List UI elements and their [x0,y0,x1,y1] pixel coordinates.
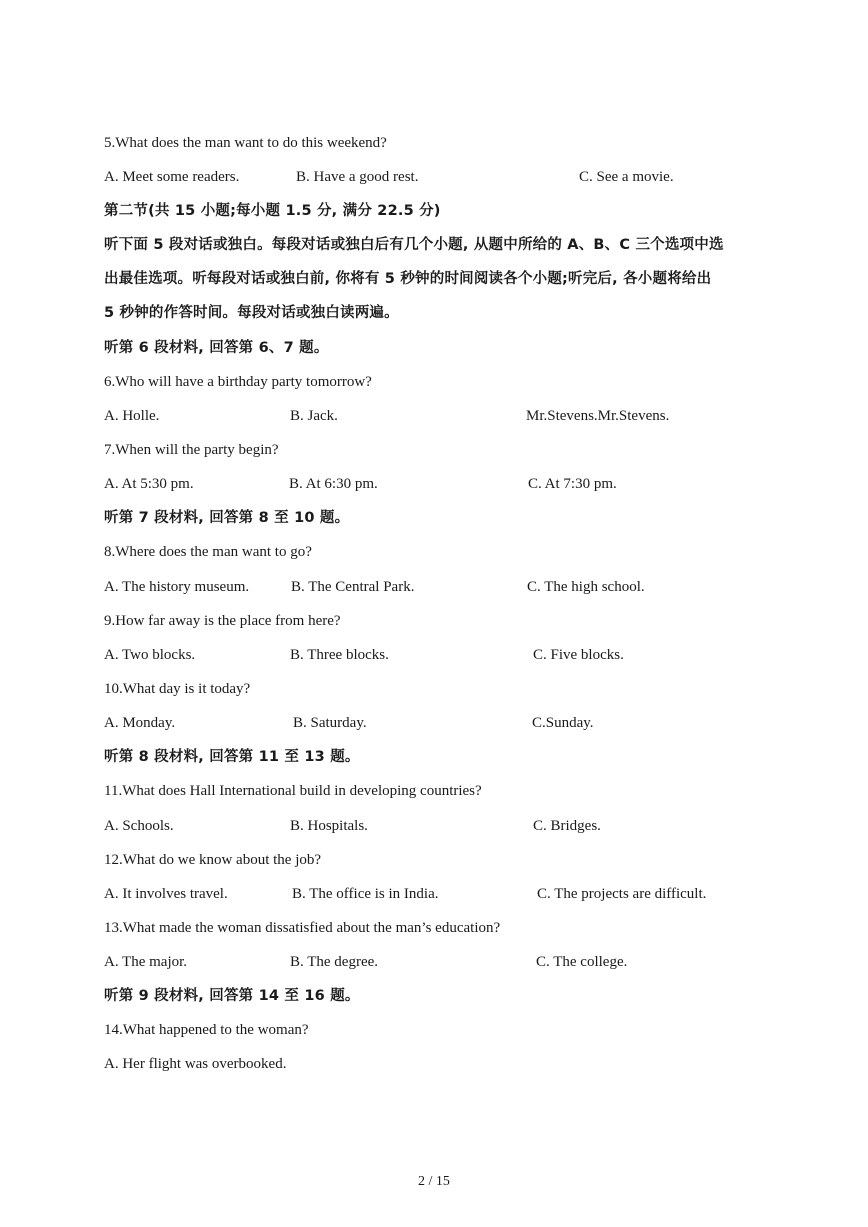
q8-option-c: C. The high school. [527,579,645,595]
section-instructions-line-1: 听下面 5 段对话或独白。每段对话或独白后有几个小题, 从题中所给的 A、B、C 三个选项中选 [104,237,724,253]
question-6: 6.Who will have a birthday party tomorrow? [104,374,372,390]
passage-8-heading: 听第 8 段材料, 回答第 11 至 13 题。 [104,749,360,765]
question-5: 5.What does the man want to do this weekend? [104,135,387,151]
page-number: 2 / 15 [418,1174,450,1189]
section-instructions-line-2: 出最佳选项。听每段对话或独白前, 你将有 5 秒钟的时间阅读各个小题;听完后, 各小题将给出 [104,271,712,287]
q9-option-b: B. Three blocks. [290,647,389,663]
passage-7-heading: 听第 7 段材料, 回答第 8 至 10 题。 [104,510,350,526]
question-10: 10.What day is it today? [104,681,251,697]
q10-option-b: B. Saturday. [293,715,367,731]
passage-6-heading: 听第 6 段材料, 回答第 6、7 题。 [104,340,329,356]
question-9: 9.How far away is the place from here? [104,613,341,629]
section-heading: 第二节(共 15 小题;每小题 1.5 分, 满分 22.5 分) [104,203,441,219]
question-8: 8.Where does the man want to go? [104,544,312,560]
passage-9-heading: 听第 9 段材料, 回答第 14 至 16 题。 [104,988,360,1004]
question-13: 13.What made the woman dissatisfied about the man’s education? [104,920,501,936]
q13-option-b: B. The degree. [290,954,379,970]
q5-option-b: B. Have a good rest. [296,169,419,185]
q14-option-a: A. Her flight was overbooked. [104,1056,287,1072]
q5-option-a: A. Meet some readers. [104,169,240,185]
q6-option-c: Mr.Stevens.Mr.Stevens. [526,408,670,424]
q5-option-c: C. See a movie. [579,169,674,185]
q7-option-b: B. At 6:30 pm. [289,476,378,492]
q9-option-a: A. Two blocks. [104,647,196,663]
q6-option-b: B. Jack. [290,408,338,424]
q12-option-c: C. The projects are difficult. [537,886,707,902]
q10-option-c: C.Sunday. [532,715,594,731]
q9-option-c: C. Five blocks. [533,647,624,663]
section-instructions-line-3: 5 秒钟的作答时间。每段对话或独白读两遍。 [104,305,399,321]
q12-option-b: B. The office is in India. [292,886,439,902]
q13-option-a: A. The major. [104,954,188,970]
question-12: 12.What do we know about the job? [104,852,322,868]
q6-option-a: A. Holle. [104,408,160,424]
q11-option-b: B. Hospitals. [290,818,368,834]
q7-option-a: A. At 5:30 pm. [104,476,194,492]
q11-option-c: C. Bridges. [533,818,601,834]
q11-option-a: A. Schools. [104,818,174,834]
q12-option-a: A. It involves travel. [104,886,228,902]
question-11: 11.What does Hall International build in developing countries? [104,783,482,799]
q13-option-c: C. The college. [536,954,628,970]
question-7: 7.When will the party begin? [104,442,279,458]
q8-option-a: A. The history museum. [104,579,250,595]
q10-option-a: A. Monday. [104,715,176,731]
q8-option-b: B. The Central Park. [291,579,415,595]
q7-option-c: C. At 7:30 pm. [528,476,617,492]
question-14: 14.What happened to the woman? [104,1022,309,1038]
